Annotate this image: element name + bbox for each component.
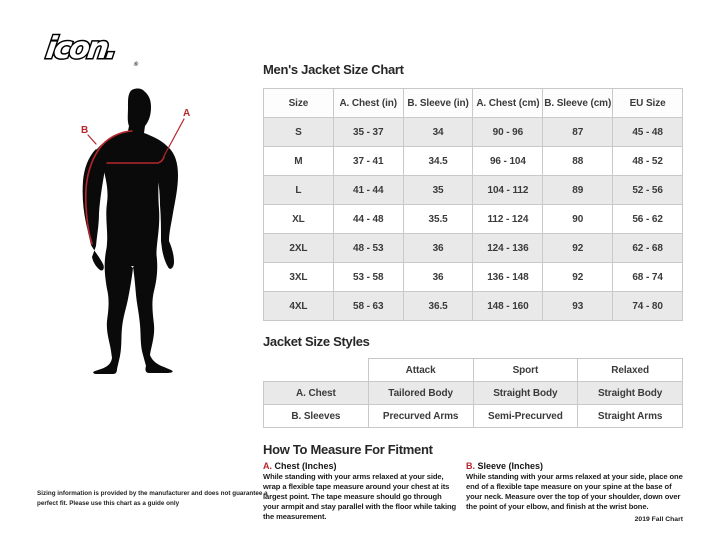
column-header: Relaxed [578,359,683,382]
column-header: EU Size [613,89,683,118]
table-cell: 87 [543,118,613,147]
table-cell: 35 - 37 [333,118,403,147]
measure-sleeve-block [466,461,683,522]
column-header: Size [264,89,334,118]
table-cell: 3XL [264,263,334,292]
table-cell: 92 [543,263,613,292]
label-b-leader-line [88,135,96,144]
label-a: A [183,108,191,119]
measure-chest-text: While standing with your arms relaxed at your side, wrap a flexible tape measure around your chest at its largest point. The tape measure should go through your armpit and stay parallel with the floor while taking the measurement. [263,472,457,522]
column-header: A. Chest (cm) [473,89,543,118]
header-row [264,359,683,382]
table-row [264,118,683,147]
table-row [264,382,683,405]
measure-sleeve-heading [466,461,683,471]
jacket-size-styles-table [263,358,683,428]
table-cell: 74 - 80 [613,292,683,321]
table-cell: 96 - 104 [473,147,543,176]
sizing-disclaimer: Sizing information is provided by the manufacturer and does not guarantee a perfect fit. Please use this chart as a guide only [37,490,268,507]
table-row [264,176,683,205]
column-header: A. Chest (in) [333,89,403,118]
table-cell: M [264,147,334,176]
measure-chest-label: Chest (Inches) [274,461,337,471]
table-cell: 4XL [264,292,334,321]
mens-jacket-size-table [263,88,683,321]
style-chart-title: Jacket Size Styles [263,334,370,349]
table-cell: 45 - 48 [613,118,683,147]
table-cell: XL [264,205,334,234]
table-cell: 2XL [264,234,334,263]
measure-sleeve-letter: B. [466,461,475,471]
table-cell: 104 - 112 [473,176,543,205]
table-cell: 36.5 [403,292,473,321]
table-cell: 56 - 62 [613,205,683,234]
table-cell: 34 [403,118,473,147]
measure-sleeve-label: Sleeve (Inches) [477,461,544,471]
table-cell: Semi-Precurved [473,405,578,428]
measure-instructions [263,461,683,522]
registered-mark-icon: ® [132,61,140,68]
table-cell: 58 - 63 [333,292,403,321]
label-b: B [81,125,89,136]
table-cell: 48 - 52 [613,147,683,176]
table-cell: 36 [403,234,473,263]
table-cell: 124 - 136 [473,234,543,263]
table-row [264,292,683,321]
measurement-figure-diagram [48,85,253,380]
column-header: B. Sleeve (in) [403,89,473,118]
table-cell: 89 [543,176,613,205]
table-cell: 41 - 44 [333,176,403,205]
table-row [264,205,683,234]
column-header: Sport [473,359,578,382]
table-cell: 48 - 53 [333,234,403,263]
table-cell: 62 - 68 [613,234,683,263]
measure-chest-letter: A. [263,461,272,471]
table-cell: 68 - 74 [613,263,683,292]
table-row [264,147,683,176]
table-cell: Straight Body [473,382,578,405]
table-cell: Straight Body [578,382,683,405]
table-cell: 37 - 41 [333,147,403,176]
table-cell: L [264,176,334,205]
table-cell: B. Sleeves [264,405,369,428]
table-cell: 52 - 56 [613,176,683,205]
table-cell: Straight Arms [578,405,683,428]
table-row [264,405,683,428]
table-cell: 90 [543,205,613,234]
logo-wordmark: icon. [43,31,118,66]
size-chart-title: Men's Jacket Size Chart [263,62,404,77]
measure-sleeve-text: While standing with your arms relaxed at your side, place one end of a flexible tape measure on your spine at the base of your neck. Measure over the top of your shoulder, down over the point of your elbow, and finish at the wrist bone. [466,472,683,512]
column-header: Attack [368,359,473,382]
table-cell: 34.5 [403,147,473,176]
header-row [264,89,683,118]
table-cell: 35.5 [403,205,473,234]
measure-section-title: How To Measure For Fitment [263,442,433,457]
table-cell: 112 - 124 [473,205,543,234]
label-a-leader-line [164,119,184,156]
table-cell: 92 [543,234,613,263]
table-cell: 90 - 96 [473,118,543,147]
table-cell: 35 [403,176,473,205]
table-cell: Tailored Body [368,382,473,405]
table-cell: 93 [543,292,613,321]
table-cell: A. Chest [264,382,369,405]
table-cell: 44 - 48 [333,205,403,234]
chart-version: 2019 Fall Chart [634,516,683,523]
table-row [264,263,683,292]
table-cell: S [264,118,334,147]
table-cell: 88 [543,147,613,176]
table-cell: Precurved Arms [368,405,473,428]
table-cell: 136 - 148 [473,263,543,292]
table-cell: 53 - 58 [333,263,403,292]
measure-chest-block [263,461,459,522]
icon-logo [36,22,166,72]
column-header [264,359,369,382]
table-cell: 148 - 160 [473,292,543,321]
table-row [264,234,683,263]
column-header: B. Sleeve (cm) [543,89,613,118]
measure-chest-heading [263,461,459,471]
table-cell: 36 [403,263,473,292]
